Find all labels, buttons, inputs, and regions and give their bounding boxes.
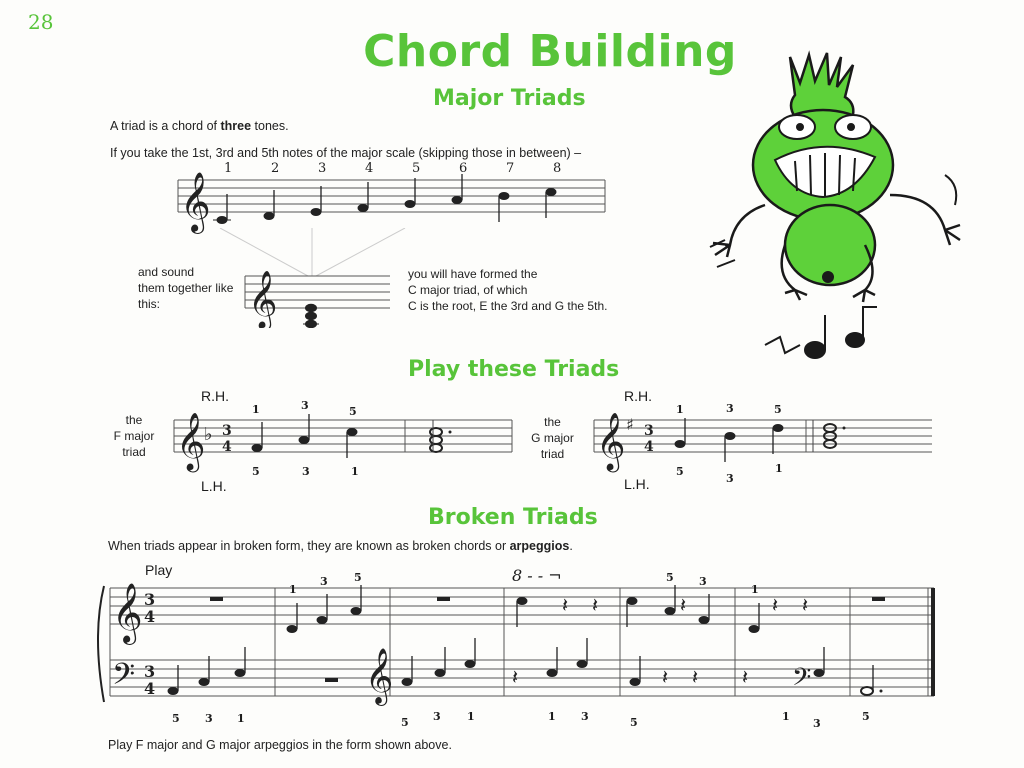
finger-number: 1: [775, 462, 783, 475]
treble-clef-icon: 𝄞: [180, 172, 211, 232]
rh-label-g: R.H.: [624, 388, 652, 404]
finger-number: 1: [289, 583, 297, 596]
broken-text-end: .: [569, 539, 573, 553]
c-major-triad-staff: [240, 258, 400, 328]
intro-text-end: tones.: [251, 119, 289, 133]
page-number: 28: [28, 10, 54, 34]
intro-text: A triad is a chord of: [110, 119, 221, 133]
finger-number: 5: [630, 716, 638, 729]
scale-degree: 6: [459, 161, 468, 176]
finger-number: 5: [666, 571, 674, 584]
flat-icon: ♭: [204, 424, 213, 445]
quarter-rest-icon: 𝄽: [742, 665, 749, 689]
g-triad-label: [525, 414, 580, 462]
finger-number: 3: [726, 402, 734, 415]
finger-number: 1: [782, 710, 790, 723]
time-signature-bottom: 4: [222, 439, 232, 455]
sound-together-text: [138, 264, 233, 312]
intro-line-1: [110, 118, 289, 135]
section-title-play-triads: Play these Triads: [408, 357, 620, 382]
scale-note: [452, 196, 463, 204]
finger-number: 3: [301, 399, 309, 412]
lh-label-f: L.H.: [201, 478, 227, 494]
treble-clef-icon: 𝄞: [365, 648, 394, 704]
sharp-icon: ♯: [626, 415, 634, 434]
quarter-rest-icon: 𝄽: [592, 593, 599, 617]
scale-degree: 4: [365, 161, 374, 176]
scale-degree: 3: [318, 161, 327, 176]
finger-number: 3: [302, 465, 310, 478]
quarter-rest-icon: 𝄽: [562, 593, 569, 617]
formed-line-3: C is the root, E the 3rd and G the 5th.: [408, 299, 608, 313]
finger-number: 5: [774, 403, 782, 416]
finger-number: 3: [813, 717, 821, 730]
lh-label-g: L.H.: [624, 476, 650, 492]
finger-number: 5: [354, 571, 362, 584]
treble-clef-icon: 𝄞: [596, 412, 626, 470]
sound-line-1: and sound: [138, 265, 195, 279]
f-major-triad-staff: [172, 398, 517, 483]
finger-number: 1: [252, 403, 260, 416]
page-title: Chord Building: [363, 26, 737, 77]
treble-clef-icon: 𝄞: [112, 583, 143, 643]
intro-line-2: If you take the 1st, 3rd and 5th notes of the major scale (skipping those in between) –: [110, 146, 582, 160]
finger-number: 1: [237, 712, 245, 725]
quarter-rest-icon: 𝄽: [692, 665, 699, 689]
intro-bold: three: [220, 119, 252, 133]
sound-line-2: them together like: [138, 281, 234, 295]
finger-number: 3: [726, 472, 734, 485]
scale-note: [499, 192, 510, 200]
finger-number: 1: [467, 710, 475, 723]
finger-number: 3: [581, 710, 589, 723]
f-triad-line-2: F major: [113, 429, 155, 443]
finger-number: 3: [699, 575, 707, 588]
frog-cartoon: [705, 45, 975, 385]
finger-number: 5: [252, 465, 260, 478]
finger-number: 1: [548, 710, 556, 723]
half-rest-icon: [872, 597, 885, 601]
section-title-broken-triads: Broken Triads: [428, 505, 598, 530]
scale-degree: 5: [412, 161, 421, 176]
time-signature-bottom: 4: [644, 439, 654, 455]
scale-note: [358, 204, 369, 212]
time-signature-top: 3: [144, 662, 156, 681]
finger-number: 3: [320, 575, 328, 588]
formed-text: [408, 266, 607, 314]
g-triad-line-3: triad: [540, 447, 565, 461]
ottava-mark: 8 - - ¬: [512, 566, 562, 585]
scale-note: [264, 212, 275, 220]
g-triad-line-2: G major: [531, 431, 574, 445]
treble-clef-icon: 𝄞: [248, 270, 278, 328]
f-triad-line-1: the: [125, 413, 143, 427]
bass-clef-icon: 𝄢: [112, 658, 136, 699]
time-signature-top: 3: [144, 590, 156, 609]
scale-note: [546, 188, 557, 196]
footer-instruction: Play F major and G major arpeggios in the form shown above.: [108, 738, 452, 752]
scale-degree: 8: [553, 161, 562, 176]
time-signature-bottom: 4: [144, 607, 156, 626]
finger-number: 5: [401, 716, 409, 729]
grand-staff: [92, 580, 942, 730]
broken-description: [108, 538, 573, 555]
quarter-rest-icon: 𝄽: [680, 593, 687, 617]
f-triad-line-3: triad: [122, 445, 146, 459]
bass-clef-icon: 𝄢: [792, 663, 812, 698]
finger-number: 1: [351, 465, 359, 478]
c-major-scale-staff: [170, 155, 610, 235]
rh-label-f: R.H.: [201, 388, 229, 404]
formed-line-1: you will have formed the: [408, 267, 538, 281]
quarter-rest-icon: 𝄽: [802, 593, 809, 617]
finger-number: 3: [433, 710, 441, 723]
time-signature-top: 3: [222, 423, 232, 439]
quarter-rest-icon: 𝄽: [512, 665, 519, 689]
formed-line-2: C major triad, of which: [408, 283, 528, 297]
broken-bold: arpeggios: [509, 539, 570, 553]
g-triad-line-1: the: [544, 415, 561, 429]
scale-note: [405, 200, 416, 208]
finger-number: 5: [862, 710, 870, 723]
finger-number: 3: [205, 712, 213, 725]
finger-number: 5: [349, 405, 357, 418]
section-subtitle-major-triads: Major Triads: [433, 86, 586, 111]
treble-clef-icon: 𝄞: [176, 412, 206, 470]
play-label: Play: [145, 562, 173, 578]
time-signature-bottom: 4: [144, 679, 156, 698]
finger-number: 1: [751, 583, 759, 596]
half-rest-icon: [210, 597, 223, 601]
finger-number: 1: [676, 403, 684, 416]
half-rest-icon: [437, 597, 450, 601]
g-major-triad-staff: [592, 398, 937, 483]
f-triad-label: [108, 412, 160, 460]
finger-number: 5: [172, 712, 180, 725]
scale-note: [311, 208, 322, 216]
scale-degree: 1: [224, 161, 233, 176]
brace-icon: [98, 586, 104, 702]
sound-line-3: this:: [138, 297, 161, 311]
time-signature-top: 3: [644, 423, 654, 439]
scale-degree: 7: [506, 161, 515, 176]
finger-number: 5: [676, 465, 684, 478]
c-major-chord: [303, 304, 319, 328]
quarter-rest-icon: 𝄽: [662, 665, 669, 689]
scale-degree: 2: [271, 161, 280, 176]
half-rest-icon: [325, 678, 338, 682]
quarter-rest-icon: 𝄽: [772, 593, 779, 617]
broken-text: When triads appear in broken form, they are known as broken chords or: [108, 539, 510, 553]
